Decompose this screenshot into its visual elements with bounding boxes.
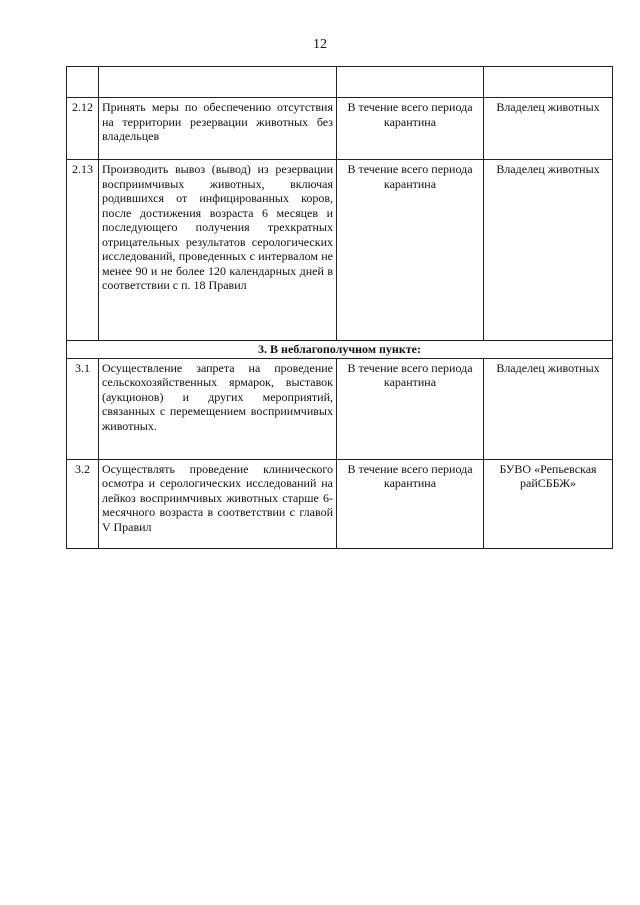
row-number: 2.12 <box>67 98 99 160</box>
empty-cell <box>99 67 337 98</box>
row-term: В течение всего периода карантина <box>337 98 484 160</box>
table-row <box>67 459 613 548</box>
row-number: 3.1 <box>67 358 99 459</box>
section-header-row <box>67 341 613 359</box>
measures-table <box>66 66 613 549</box>
row-action: Осуществлять проведение клинического осмотра и серологических исследований на лейкоз восприимчивых животных старше 6-месячного возраста в соответствии с главой V Правил <box>99 459 337 548</box>
page-number: 12 <box>313 37 327 52</box>
table-header-empty-row <box>67 67 613 98</box>
table-row <box>67 358 613 459</box>
empty-cell <box>484 67 613 98</box>
row-term: В течение всего периода карантина <box>337 160 484 341</box>
empty-cell <box>67 67 99 98</box>
row-number: 3.2 <box>67 459 99 548</box>
row-number: 2.13 <box>67 160 99 341</box>
table-row <box>67 160 613 341</box>
row-term: В течение всего периода карантина <box>337 358 484 459</box>
row-responsible: Владелец животных <box>484 358 613 459</box>
row-action: Производить вывоз (вывод) из резервации восприимчивых животных, включая родившихся от инфицированных коров, после достижения возраста 6 месяцев и последующего получения трехкратных отрицательных результатов серологических исследований, проведенных с интервалом не менее 90 и не более 120 календарных дней в соответствии с п. 18 Правил <box>99 160 337 341</box>
table-row <box>67 98 613 160</box>
row-responsible: Владелец животных <box>484 160 613 341</box>
row-action: Осуществление запрета на проведение сельскохозяйственных ярмарок, выставок (аукционов) и других мероприятий, связанных с перемещением восприимчивых животных. <box>99 358 337 459</box>
section-title: 3. В неблагополучном пункте: <box>67 341 613 359</box>
row-term: В течение всего периода карантина <box>337 459 484 548</box>
empty-cell <box>337 67 484 98</box>
row-responsible: БУВО «Репьевская райСББЖ» <box>484 459 613 548</box>
row-responsible: Владелец животных <box>484 98 613 160</box>
row-action: Принять меры по обеспечению отсутствия на территории резервации животных без владельцев <box>99 98 337 160</box>
